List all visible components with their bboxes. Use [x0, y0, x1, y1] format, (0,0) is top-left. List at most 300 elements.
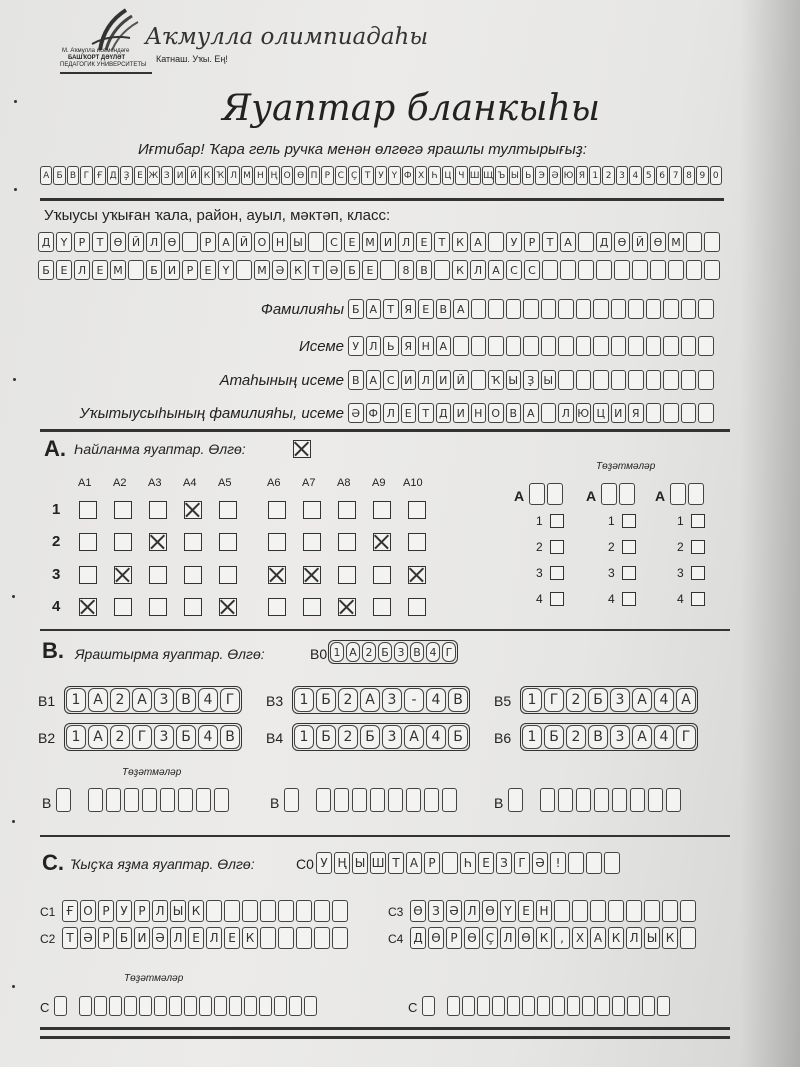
sample-letter-cell[interactable]: Ҡ — [214, 166, 226, 185]
c-answer-cell[interactable]: К — [608, 927, 624, 949]
sample-letter-cell[interactable]: Ы — [509, 166, 521, 185]
b-correction-number-cell[interactable] — [284, 788, 299, 812]
school-letter-cell[interactable]: Н — [272, 232, 288, 252]
name-letter-cell[interactable] — [453, 336, 469, 356]
teacher-letter-cell[interactable] — [663, 403, 679, 423]
sample-letter-cell[interactable]: Ф — [402, 166, 414, 185]
b-answer-cell[interactable]: 2 — [110, 688, 130, 712]
teacher-letter-cell[interactable]: Т — [418, 403, 434, 423]
answer-checkbox[interactable] — [149, 501, 167, 519]
answer-checkbox[interactable] — [184, 566, 202, 584]
c-answer-cell[interactable] — [332, 900, 348, 922]
c-answer-cell[interactable]: Ә — [446, 900, 462, 922]
name-letter-cell[interactable]: У — [348, 336, 364, 356]
sample-letter-cell[interactable]: Р — [321, 166, 333, 185]
c-correction-cell[interactable] — [447, 996, 460, 1016]
c-answer-cell[interactable] — [314, 927, 330, 949]
answer-checkbox[interactable] — [408, 533, 426, 551]
answer-checkbox[interactable] — [114, 533, 132, 551]
c-correction-cell[interactable] — [597, 996, 610, 1016]
school-letter-cell[interactable]: Е — [416, 232, 432, 252]
c-answer-cell[interactable]: Л — [500, 927, 516, 949]
answer-checkbox[interactable] — [338, 566, 356, 584]
school-letter-cell[interactable]: Е — [344, 232, 360, 252]
teacher-letter-cell[interactable]: Ю — [576, 403, 592, 423]
answer-checkbox[interactable] — [184, 533, 202, 551]
b-sample-cell[interactable]: 3 — [394, 642, 408, 662]
b-correction-cell[interactable] — [558, 788, 573, 812]
b-answer-cell[interactable]: А — [404, 725, 424, 749]
answer-checkbox[interactable] — [373, 533, 391, 551]
answer-checkbox[interactable] — [219, 533, 237, 551]
b-answer-cell[interactable]: А — [360, 688, 380, 712]
surname-letter-cell[interactable] — [471, 299, 487, 319]
name-letter-cell[interactable]: Ь — [383, 336, 399, 356]
sample-letter-cell[interactable]: Ь — [522, 166, 534, 185]
c-sample-cell[interactable]: Т — [388, 852, 404, 874]
c-answer-cell[interactable]: Р — [98, 927, 114, 949]
patronymic-letter-cell[interactable] — [471, 370, 487, 390]
sample-letter-cell[interactable]: Ч — [455, 166, 467, 185]
b-answer-cell[interactable]: 3 — [610, 688, 630, 712]
school-letter-cell[interactable]: И — [380, 232, 396, 252]
sample-letter-cell[interactable]: Щ — [482, 166, 494, 185]
name-letter-cell[interactable] — [471, 336, 487, 356]
patronymic-letter-cell[interactable] — [576, 370, 592, 390]
c-sample-cell[interactable] — [604, 852, 620, 874]
c-answer-cell[interactable]: Ө — [410, 900, 426, 922]
sample-letter-cell[interactable]: Ө — [294, 166, 306, 185]
sample-letter-cell[interactable]: У — [375, 166, 387, 185]
school-letter-cell[interactable]: Е — [56, 260, 72, 280]
school-letter-cell[interactable]: В — [416, 260, 432, 280]
c-answer-cell[interactable] — [644, 900, 660, 922]
school-letter-cell[interactable] — [578, 260, 594, 280]
b-sample-cell[interactable]: В — [410, 642, 424, 662]
school-letter-cell[interactable]: Ө — [110, 232, 126, 252]
c-answer-cell[interactable] — [554, 900, 570, 922]
correction-checkbox[interactable] — [622, 540, 636, 554]
school-letter-cell[interactable]: И — [164, 260, 180, 280]
name-letter-cell[interactable] — [698, 336, 714, 356]
name-letter-cell[interactable] — [663, 336, 679, 356]
answer-checkbox[interactable] — [184, 501, 202, 519]
school-letter-cell[interactable]: Л — [398, 232, 414, 252]
sample-letter-cell[interactable]: П — [308, 166, 320, 185]
c-answer-cell[interactable]: Х — [572, 927, 588, 949]
sample-letter-cell[interactable]: З — [161, 166, 173, 185]
teacher-letter-cell[interactable]: Л — [383, 403, 399, 423]
school-letter-cell[interactable] — [308, 232, 324, 252]
b-answer-cell[interactable]: 1 — [522, 688, 542, 712]
school-letter-cell[interactable]: А — [218, 232, 234, 252]
c-answer-cell[interactable] — [260, 900, 276, 922]
school-letter-cell[interactable]: М — [362, 232, 378, 252]
c-sample-cell[interactable]: Р — [424, 852, 440, 874]
c-sample-cell[interactable]: Ң — [334, 852, 350, 874]
b-correction-cell[interactable] — [666, 788, 681, 812]
correction-checkbox[interactable] — [622, 566, 636, 580]
b-answer-cell[interactable]: 4 — [426, 725, 446, 749]
b-correction-cell[interactable] — [612, 788, 627, 812]
answer-checkbox[interactable] — [373, 501, 391, 519]
answer-checkbox[interactable] — [268, 566, 286, 584]
c-answer-cell[interactable]: Ө — [428, 927, 444, 949]
school-letter-cell[interactable]: Й — [632, 232, 648, 252]
teacher-letter-cell[interactable] — [646, 403, 662, 423]
school-letter-cell[interactable] — [668, 260, 684, 280]
c-sample-cell[interactable]: Ә — [532, 852, 548, 874]
b-correction-cell[interactable] — [424, 788, 439, 812]
c-correction-cell[interactable] — [462, 996, 475, 1016]
b-sample-cell[interactable]: А — [346, 642, 360, 662]
b-answer-cell[interactable]: 2 — [566, 688, 586, 712]
c-answer-cell[interactable] — [662, 900, 678, 922]
b-sample-cell[interactable]: 1 — [330, 642, 344, 662]
answer-checkbox[interactable] — [303, 533, 321, 551]
c-answer-cell[interactable]: У — [116, 900, 132, 922]
teacher-letter-cell[interactable]: Ф — [366, 403, 382, 423]
b-correction-cell[interactable] — [214, 788, 229, 812]
correction-checkbox[interactable] — [550, 592, 564, 606]
b-answer-cell[interactable]: Г — [132, 725, 152, 749]
patronymic-letter-cell[interactable]: И — [401, 370, 417, 390]
c-answer-cell[interactable]: К — [662, 927, 678, 949]
c-answer-cell[interactable]: А — [590, 927, 606, 949]
c-answer-cell[interactable] — [680, 900, 696, 922]
c-answer-cell[interactable] — [332, 927, 348, 949]
b-answer-cell[interactable]: 1 — [66, 688, 86, 712]
b-correction-cell[interactable] — [594, 788, 609, 812]
correction-checkbox[interactable] — [550, 540, 564, 554]
school-letter-cell[interactable]: Б — [344, 260, 360, 280]
b-correction-cell[interactable] — [106, 788, 121, 812]
name-letter-cell[interactable] — [506, 336, 522, 356]
patronymic-letter-cell[interactable] — [558, 370, 574, 390]
b-answer-cell[interactable]: Г — [220, 688, 240, 712]
b-correction-cell[interactable] — [370, 788, 385, 812]
b-answer-cell[interactable]: 3 — [610, 725, 630, 749]
school-letter-cell[interactable] — [578, 232, 594, 252]
answer-checkbox[interactable] — [408, 501, 426, 519]
sample-letter-cell[interactable]: А — [40, 166, 52, 185]
c-answer-cell[interactable]: Е — [188, 927, 204, 949]
patronymic-letter-cell[interactable] — [646, 370, 662, 390]
school-letter-cell[interactable]: Д — [38, 232, 54, 252]
b-answer-cell[interactable]: 4 — [654, 688, 674, 712]
school-letter-cell[interactable]: А — [470, 232, 486, 252]
answer-checkbox[interactable] — [373, 598, 391, 616]
b-answer-cell[interactable]: Г — [676, 725, 696, 749]
patronymic-letter-cell[interactable] — [593, 370, 609, 390]
school-letter-cell[interactable] — [182, 232, 198, 252]
sample-letter-cell[interactable]: Г — [80, 166, 92, 185]
c-correction-cell[interactable] — [184, 996, 197, 1016]
school-letter-cell[interactable]: Т — [92, 232, 108, 252]
c-answer-cell[interactable] — [278, 927, 294, 949]
sample-letter-cell[interactable]: 7 — [669, 166, 681, 185]
c-sample-cell[interactable] — [568, 852, 584, 874]
c-answer-cell[interactable] — [224, 900, 240, 922]
c-answer-cell[interactable]: Е — [518, 900, 534, 922]
patronymic-letter-cell[interactable] — [628, 370, 644, 390]
name-letter-cell[interactable] — [576, 336, 592, 356]
sample-letter-cell[interactable]: Й — [187, 166, 199, 185]
sample-letter-cell[interactable]: Ү — [388, 166, 400, 185]
name-letter-cell[interactable]: Я — [401, 336, 417, 356]
sample-letter-cell[interactable]: Х — [415, 166, 427, 185]
surname-letter-cell[interactable] — [523, 299, 539, 319]
b-answer-cell[interactable]: 1 — [294, 725, 314, 749]
school-letter-cell[interactable]: Ө — [164, 232, 180, 252]
school-letter-cell[interactable] — [128, 260, 144, 280]
b-correction-number-cell[interactable] — [508, 788, 523, 812]
school-letter-cell[interactable]: Е — [200, 260, 216, 280]
b-correction-cell[interactable] — [630, 788, 645, 812]
c-answer-cell[interactable]: Ҫ — [482, 927, 498, 949]
answer-checkbox[interactable] — [219, 598, 237, 616]
b-answer-cell[interactable]: 1 — [294, 688, 314, 712]
answer-checkbox[interactable] — [338, 533, 356, 551]
b-answer-cell[interactable]: Б — [360, 725, 380, 749]
answer-checkbox[interactable] — [149, 533, 167, 551]
b-correction-cell[interactable] — [352, 788, 367, 812]
c-sample-cell[interactable]: Е — [478, 852, 494, 874]
patronymic-letter-cell[interactable] — [663, 370, 679, 390]
name-letter-cell[interactable] — [523, 336, 539, 356]
b-answer-cell[interactable]: А — [632, 725, 652, 749]
c-answer-cell[interactable]: Д — [410, 927, 426, 949]
c-answer-cell[interactable]: Л — [170, 927, 186, 949]
c-answer-cell[interactable] — [296, 900, 312, 922]
correction-checkbox[interactable] — [622, 592, 636, 606]
patronymic-letter-cell[interactable]: Ы — [506, 370, 522, 390]
c-answer-cell[interactable]: Ы — [644, 927, 660, 949]
surname-letter-cell[interactable]: Е — [418, 299, 434, 319]
sample-letter-cell[interactable]: Б — [53, 166, 65, 185]
b-sample-cell[interactable]: Б — [378, 642, 392, 662]
school-letter-cell[interactable]: К — [290, 260, 306, 280]
correction-number-cell[interactable] — [601, 483, 617, 505]
c-correction-cell[interactable] — [169, 996, 182, 1016]
name-letter-cell[interactable] — [681, 336, 697, 356]
surname-letter-cell[interactable] — [698, 299, 714, 319]
b-answer-cell[interactable]: 1 — [522, 725, 542, 749]
b-correction-cell[interactable] — [334, 788, 349, 812]
name-letter-cell[interactable] — [628, 336, 644, 356]
patronymic-letter-cell[interactable]: А — [366, 370, 382, 390]
school-letter-cell[interactable]: С — [326, 232, 342, 252]
teacher-letter-cell[interactable]: Я — [628, 403, 644, 423]
school-letter-cell[interactable]: У — [506, 232, 522, 252]
b-correction-cell[interactable] — [160, 788, 175, 812]
patronymic-letter-cell[interactable] — [698, 370, 714, 390]
c-answer-cell[interactable] — [206, 900, 222, 922]
b-answer-cell[interactable]: А — [676, 688, 696, 712]
b-answer-cell[interactable]: 4 — [426, 688, 446, 712]
c-correction-cell[interactable] — [94, 996, 107, 1016]
c-correction-cell[interactable] — [244, 996, 257, 1016]
c-sample-cell[interactable] — [442, 852, 458, 874]
surname-letter-cell[interactable] — [488, 299, 504, 319]
sample-letter-cell[interactable]: 3 — [616, 166, 628, 185]
c-answer-cell[interactable]: Н — [536, 900, 552, 922]
sample-letter-cell[interactable]: Ҫ — [348, 166, 360, 185]
sample-letter-cell[interactable]: Ц — [442, 166, 454, 185]
teacher-letter-cell[interactable]: Д — [436, 403, 452, 423]
surname-letter-cell[interactable] — [681, 299, 697, 319]
school-letter-cell[interactable]: Б — [146, 260, 162, 280]
surname-letter-cell[interactable] — [646, 299, 662, 319]
correction-number-cell[interactable] — [547, 483, 563, 505]
name-letter-cell[interactable] — [646, 336, 662, 356]
b-answer-cell[interactable]: Б — [316, 688, 336, 712]
b-correction-cell[interactable] — [142, 788, 157, 812]
school-letter-cell[interactable]: Т — [542, 232, 558, 252]
c-answer-cell[interactable]: Л — [626, 927, 642, 949]
c-correction-cell[interactable] — [79, 996, 92, 1016]
school-letter-cell[interactable]: К — [452, 260, 468, 280]
school-letter-cell[interactable]: Л — [74, 260, 90, 280]
c-answer-cell[interactable]: О — [80, 900, 96, 922]
b-correction-cell[interactable] — [124, 788, 139, 812]
c-answer-cell[interactable]: Л — [152, 900, 168, 922]
b-answer-cell[interactable]: 3 — [154, 725, 174, 749]
c-sample-cell[interactable]: Һ — [460, 852, 476, 874]
c-correction-cell[interactable] — [289, 996, 302, 1016]
school-letter-cell[interactable] — [650, 260, 666, 280]
school-letter-cell[interactable]: С — [506, 260, 522, 280]
c-answer-cell[interactable]: Л — [464, 900, 480, 922]
c-answer-cell[interactable]: Р — [134, 900, 150, 922]
sample-letter-cell[interactable]: Һ — [428, 166, 440, 185]
teacher-letter-cell[interactable] — [698, 403, 714, 423]
answer-checkbox[interactable] — [303, 598, 321, 616]
correction-checkbox[interactable] — [691, 540, 705, 554]
c-answer-cell[interactable]: Р — [446, 927, 462, 949]
b-correction-cell[interactable] — [406, 788, 421, 812]
name-letter-cell[interactable] — [541, 336, 557, 356]
school-letter-cell[interactable] — [236, 260, 252, 280]
c-answer-cell[interactable] — [608, 900, 624, 922]
name-letter-cell[interactable] — [593, 336, 609, 356]
c-answer-cell[interactable]: Ө — [464, 927, 480, 949]
c-correction-cell[interactable] — [537, 996, 550, 1016]
sample-letter-cell[interactable]: Ъ — [495, 166, 507, 185]
school-letter-cell[interactable]: Д — [596, 232, 612, 252]
school-letter-cell[interactable]: Ә — [326, 260, 342, 280]
c-correction-cell[interactable] — [109, 996, 122, 1016]
c-answer-cell[interactable] — [278, 900, 294, 922]
b-answer-cell[interactable]: Б — [176, 725, 196, 749]
school-letter-cell[interactable]: Ы — [290, 232, 306, 252]
correction-number-cell[interactable] — [688, 483, 704, 505]
sample-letter-cell[interactable]: 1 — [589, 166, 601, 185]
b-answer-cell[interactable]: Б — [316, 725, 336, 749]
surname-letter-cell[interactable]: А — [453, 299, 469, 319]
school-letter-cell[interactable]: Т — [434, 232, 450, 252]
surname-letter-cell[interactable]: В — [436, 299, 452, 319]
school-letter-cell[interactable]: А — [488, 260, 504, 280]
correction-checkbox[interactable] — [550, 566, 564, 580]
c-answer-cell[interactable] — [296, 927, 312, 949]
c-answer-cell[interactable] — [314, 900, 330, 922]
b-answer-cell[interactable]: 3 — [382, 688, 402, 712]
sample-letter-cell[interactable]: 0 — [710, 166, 722, 185]
b-answer-cell[interactable]: 4 — [198, 688, 218, 712]
school-letter-cell[interactable] — [560, 260, 576, 280]
patronymic-letter-cell[interactable] — [611, 370, 627, 390]
name-letter-cell[interactable]: А — [436, 336, 452, 356]
patronymic-letter-cell[interactable]: Ҙ — [523, 370, 539, 390]
school-letter-cell[interactable]: М — [668, 232, 684, 252]
c-sample-cell[interactable]: А — [406, 852, 422, 874]
patronymic-letter-cell[interactable] — [681, 370, 697, 390]
answer-checkbox[interactable] — [373, 566, 391, 584]
c-correction-cell[interactable] — [492, 996, 505, 1016]
patronymic-letter-cell[interactable]: Й — [453, 370, 469, 390]
school-letter-cell[interactable]: Ү — [218, 260, 234, 280]
school-letter-cell[interactable]: Т — [308, 260, 324, 280]
c-correction-number-cell[interactable] — [54, 996, 67, 1016]
c-correction-cell[interactable] — [274, 996, 287, 1016]
correction-checkbox[interactable] — [622, 514, 636, 528]
c-correction-cell[interactable] — [304, 996, 317, 1016]
school-letter-cell[interactable]: 8 — [398, 260, 414, 280]
b-answer-cell[interactable]: 2 — [110, 725, 130, 749]
patronymic-letter-cell[interactable]: Л — [418, 370, 434, 390]
patronymic-letter-cell[interactable]: Ҡ — [488, 370, 504, 390]
b-answer-cell[interactable]: В — [220, 725, 240, 749]
surname-letter-cell[interactable]: Я — [401, 299, 417, 319]
answer-checkbox[interactable] — [79, 598, 97, 616]
c-correction-cell[interactable] — [567, 996, 580, 1016]
b-answer-cell[interactable]: 2 — [338, 725, 358, 749]
c-correction-cell[interactable] — [139, 996, 152, 1016]
c-answer-cell[interactable] — [572, 900, 588, 922]
b-correction-cell[interactable] — [178, 788, 193, 812]
school-letter-cell[interactable]: О — [254, 232, 270, 252]
school-letter-cell[interactable] — [686, 232, 702, 252]
answer-checkbox[interactable] — [408, 566, 426, 584]
school-letter-cell[interactable]: Ө — [614, 232, 630, 252]
school-letter-cell[interactable]: Р — [524, 232, 540, 252]
name-letter-cell[interactable]: Л — [366, 336, 382, 356]
c-correction-cell[interactable] — [522, 996, 535, 1016]
answer-checkbox[interactable] — [149, 598, 167, 616]
surname-letter-cell[interactable]: Б — [348, 299, 364, 319]
school-letter-cell[interactable] — [596, 260, 612, 280]
b-sample-cell[interactable]: 2 — [362, 642, 376, 662]
b-answer-cell[interactable]: В — [588, 725, 608, 749]
c-answer-cell[interactable] — [260, 927, 276, 949]
teacher-letter-cell[interactable]: В — [506, 403, 522, 423]
school-letter-cell[interactable] — [686, 260, 702, 280]
sample-letter-cell[interactable]: 2 — [602, 166, 614, 185]
surname-letter-cell[interactable] — [628, 299, 644, 319]
answer-checkbox[interactable] — [79, 533, 97, 551]
c-correction-number-cell[interactable] — [422, 996, 435, 1016]
c-correction-cell[interactable] — [124, 996, 137, 1016]
b-answer-cell[interactable]: А — [88, 688, 108, 712]
b-correction-cell[interactable] — [388, 788, 403, 812]
c-answer-cell[interactable]: Т — [62, 927, 78, 949]
correction-checkbox[interactable] — [691, 514, 705, 528]
sample-letter-cell[interactable]: Д — [107, 166, 119, 185]
c-answer-cell[interactable] — [590, 900, 606, 922]
surname-letter-cell[interactable]: А — [366, 299, 382, 319]
b-answer-cell[interactable]: 4 — [198, 725, 218, 749]
